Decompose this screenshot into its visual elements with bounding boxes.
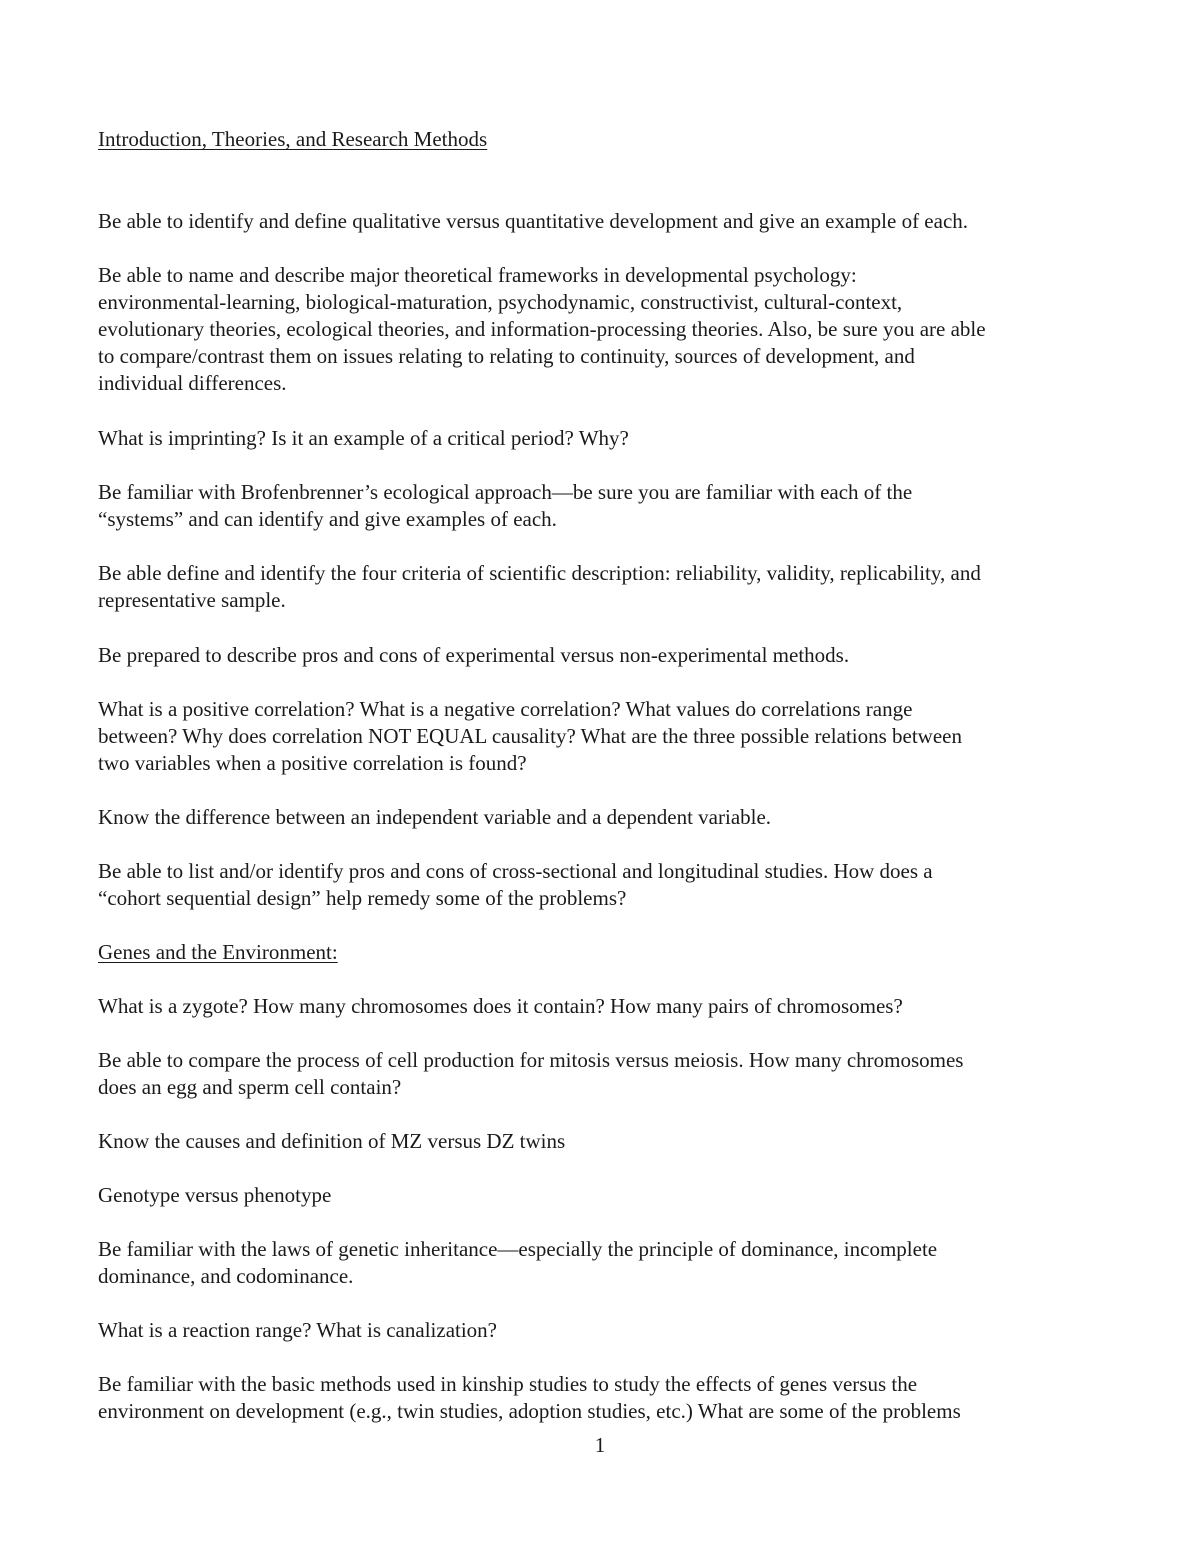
paragraph-line: What is imprinting? Is it an example of a critical period? Why?	[98, 426, 629, 450]
paragraph-line: What is a reaction range? What is canalization?	[98, 1318, 497, 1342]
paragraph-line: Be familiar with the basic methods used in kinship studies to study the effects of genes versus the	[98, 1372, 918, 1396]
paragraph-line: What is a positive correlation? What is a negative correlation? What values do correlations range	[98, 697, 913, 721]
paragraph-line: dominance, and codominance.	[98, 1264, 354, 1288]
paragraph-line: Genotype versus phenotype	[98, 1183, 332, 1207]
paragraph-line: environmental-learning, biological-maturation, psychodynamic, constructivist, cultural-context,	[98, 290, 903, 314]
paragraph	[98, 696, 1113, 777]
paragraph	[98, 993, 1113, 1020]
paragraph-line: individual differences.	[98, 371, 287, 395]
paragraph	[98, 425, 1113, 452]
page-number: 1	[594, 1433, 606, 1457]
section-heading: Introduction, Theories, and Research Methods	[98, 127, 488, 151]
paragraph-line: What is a zygote? How many chromosomes does it contain? How many pairs of chromosomes?	[98, 994, 903, 1018]
section-heading: Genes and the Environment:	[98, 940, 338, 964]
paragraph-line: evolutionary theories, ecological theories, and information-processing theories. Also, be sure you are able	[98, 317, 986, 341]
paragraph-line: environment on development (e.g., twin studies, adoption studies, etc.) What are some of the problems	[98, 1399, 961, 1423]
paragraph-line: representative sample.	[98, 588, 286, 612]
paragraph-line: between? Why does correlation NOT EQUAL causality? What are the three possible relations between	[98, 724, 962, 748]
paragraph	[98, 1182, 1113, 1209]
paragraph-line: does an egg and sperm cell contain?	[98, 1075, 402, 1099]
paragraph-line: Be able to identify and define qualitative versus quantitative development and give an example of each.	[98, 209, 969, 233]
paragraph	[98, 1236, 1113, 1290]
paragraph-line: Know the difference between an independent variable and a dependent variable.	[98, 805, 772, 829]
paragraph	[98, 642, 1113, 669]
paragraph-line: Know the causes and definition of MZ versus DZ twins	[98, 1129, 566, 1153]
paragraph-line: Be familiar with the laws of genetic inheritance—especially the principle of dominance, incomplete	[98, 1237, 938, 1261]
paragraph	[98, 479, 1113, 533]
paragraph-line: Be familiar with Brofenbrenner’s ecological approach—be sure you are familiar with each of the	[98, 480, 913, 504]
paragraph-line: Be able to list and/or identify pros and cons of cross-sectional and longitudinal studies. How does a	[98, 859, 933, 883]
paragraph	[98, 804, 1113, 831]
paragraph	[98, 208, 1113, 235]
paragraph	[98, 1128, 1113, 1155]
paragraph-line: “systems” and can identify and give examples of each.	[98, 507, 557, 531]
paragraph-line: “cohort sequential design” help remedy some of the problems?	[98, 886, 627, 910]
paragraph-line: to compare/contrast them on issues relating to relating to continuity, sources of development, and	[98, 344, 915, 368]
paragraph	[98, 1371, 1113, 1425]
paragraph	[98, 1047, 1113, 1101]
paragraph	[98, 1317, 1113, 1344]
paragraph	[98, 262, 1113, 397]
paragraph	[98, 858, 1113, 912]
paragraph	[98, 560, 1113, 614]
paragraph-line: two variables when a positive correlation is found?	[98, 751, 527, 775]
paragraph-line: Be able to name and describe major theoretical frameworks in developmental psychology:	[98, 263, 857, 287]
paragraph-line: Be able define and identify the four criteria of scientific description: reliability, validity, replicability, and	[98, 561, 981, 585]
paragraph-line: Be able to compare the process of cell production for mitosis versus meiosis. How many chromosomes	[98, 1048, 964, 1072]
paragraph-line: Be prepared to describe pros and cons of experimental versus non-experimental methods.	[98, 643, 850, 667]
